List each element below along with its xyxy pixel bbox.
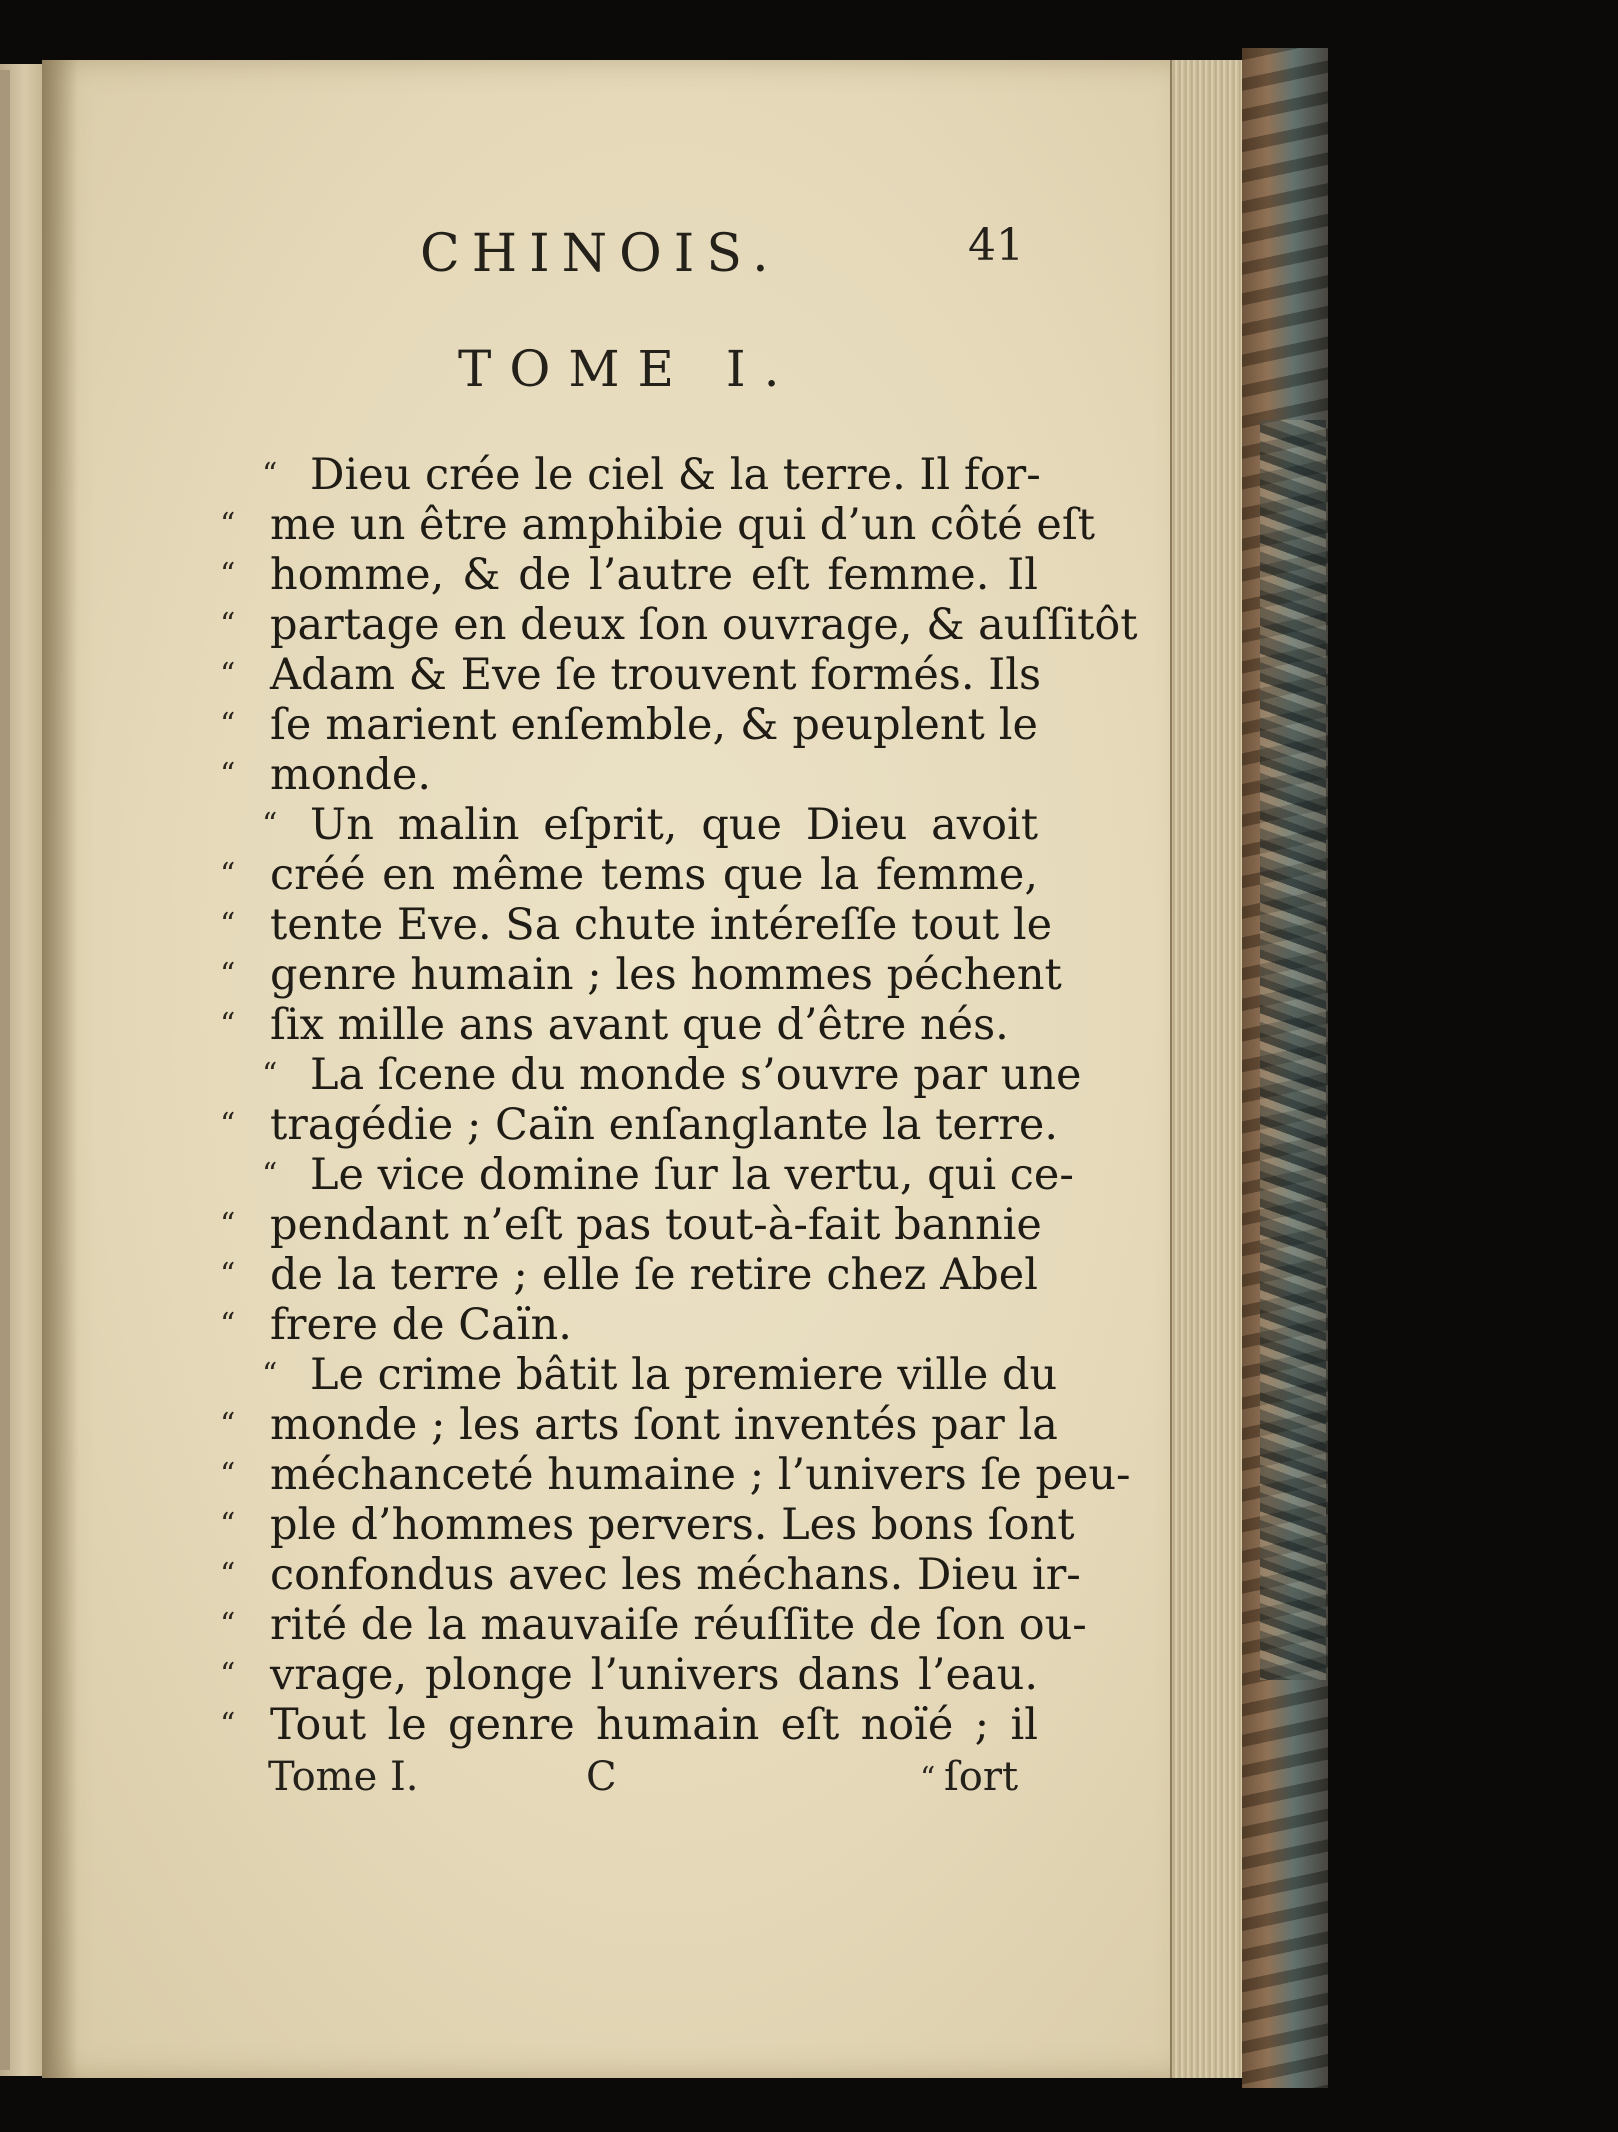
text-line: confondus avec les méchans. Dieu ir- [270, 1550, 1081, 1600]
text-line: Tout le genre humain eſt noïé ; il [270, 1700, 1038, 1750]
text-line: partage en deux ſon ouvrage, & auſſitôt [270, 600, 1138, 650]
margin-quote-mark: “ [220, 757, 236, 792]
text-line: tragédie ; Caïn enſanglante la terre. [270, 1100, 1059, 1150]
margin-quote-mark: “ [220, 1207, 236, 1242]
text-line: vrage, plonge l’univers dans l’eau. [270, 1650, 1038, 1700]
margin-quote-mark: “ [220, 1557, 236, 1592]
margin-quote-mark: “ [220, 1507, 236, 1542]
open-quote-mark: “ [262, 1157, 278, 1192]
margin-quote-mark: “ [220, 1657, 236, 1692]
margin-quote-mark: “ [220, 657, 236, 692]
catchword: ſort [944, 1754, 1019, 1800]
margin-quote-mark: “ [220, 1607, 236, 1642]
signature-label: Tome I. [268, 1754, 419, 1800]
margin-quote-mark: “ [220, 1407, 236, 1442]
text-line: pendant n’eſt pas tout-à-fait bannie [270, 1200, 1042, 1250]
margin-quote-mark: “ [220, 1307, 236, 1342]
text-line: monde. [270, 750, 431, 800]
text-line: Le crime bâtit la premiere ville du [310, 1350, 1058, 1400]
margin-quote-mark: “ [220, 1707, 236, 1742]
text-line: rité de la mauvaiſe réuſſite de ſon ou- [270, 1600, 1087, 1650]
text-line: créé en même tems que la femme, [270, 850, 1038, 900]
text-line: ple d’hommes pervers. Les bons ſont [270, 1500, 1075, 1550]
margin-quote-mark: “ [220, 507, 236, 542]
open-quote-mark: “ [262, 807, 278, 842]
margin-quote-mark: “ [220, 607, 236, 642]
left-book-board [0, 70, 10, 2070]
margin-quote-mark: “ [220, 1007, 236, 1042]
text-line: Un malin eſprit, que Dieu avoit [310, 800, 1038, 850]
text-line: frere de Caïn. [270, 1300, 572, 1350]
text-line: Dieu crée le ciel & la terre. Il for- [310, 450, 1041, 500]
margin-quote-mark: “ [220, 957, 236, 992]
text-line: ſix mille ans avant que d’être nés. [270, 1000, 1009, 1050]
page-number: 41 [968, 220, 1024, 271]
text-line: Adam & Eve ſe trouvent formés. Ils [270, 650, 1042, 700]
marbled-board [1260, 420, 1326, 1680]
margin-quote-mark: “ [220, 1457, 236, 1492]
margin-quote-mark: “ [220, 557, 236, 592]
page-gutter-shadow [42, 60, 78, 2078]
margin-quote-mark: “ [220, 1107, 236, 1142]
text-line: méchanceté humaine ; l’univers ſe peu- [270, 1450, 1131, 1500]
text-line: La ſcene du monde s’ouvre par une [310, 1050, 1082, 1100]
text-line: Le vice domine ſur la vertu, qui ce- [310, 1150, 1074, 1200]
open-quote-mark: “ [262, 1357, 278, 1392]
text-line: de la terre ; elle ſe retire chez Abel [270, 1250, 1038, 1300]
text-line: tente Eve. Sa chute intéreſſe tout le [270, 900, 1053, 950]
text-line: homme, & de l’autre eſt femme. Il [270, 550, 1038, 600]
running-head: CHINOIS. [420, 224, 781, 284]
tome-heading: TOME I. [458, 340, 798, 398]
signature-mark: C [586, 1754, 617, 1800]
open-quote-mark: “ [262, 457, 278, 492]
text-line: ſe marient enſemble, & peuplent le [270, 700, 1038, 750]
text-line: genre humain ; les hommes péchent [270, 950, 1062, 1000]
margin-quote-mark: “ [220, 907, 236, 942]
text-line: me un être amphibie qui d’un côté eſt [270, 500, 1096, 550]
page-block-edges [1170, 60, 1244, 2078]
open-quote-mark: “ [262, 1057, 278, 1092]
margin-quote-mark: “ [220, 857, 236, 892]
text-line: monde ; les arts ſont inventés par la [270, 1400, 1058, 1450]
catchword-quote-mark: “ [920, 1761, 936, 1796]
margin-quote-mark: “ [220, 707, 236, 742]
margin-quote-mark: “ [220, 1257, 236, 1292]
